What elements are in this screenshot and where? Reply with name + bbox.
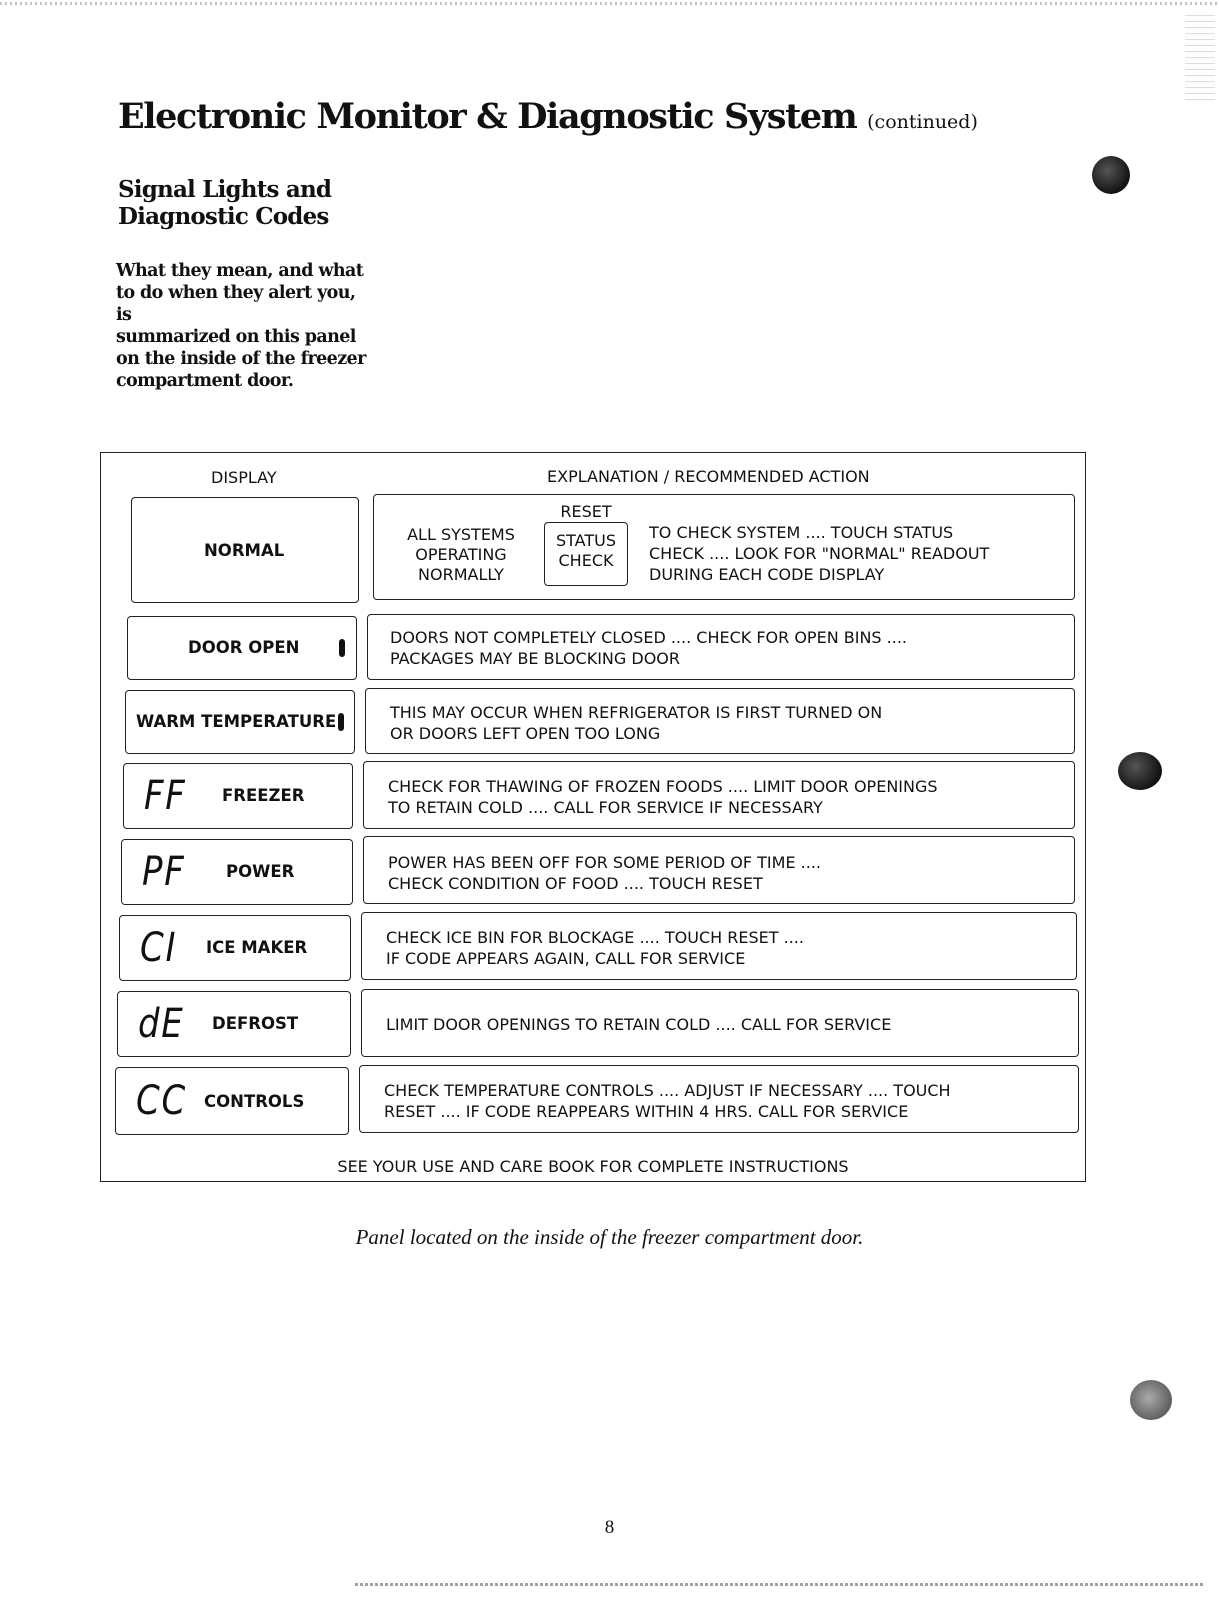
- intro-line: What they mean, and what: [116, 261, 364, 281]
- display-label: FREEZER: [222, 786, 305, 805]
- diagnostic-code: CI: [140, 925, 178, 971]
- diagnostic-code: PF: [142, 849, 186, 895]
- explanation-line: TO CHECK SYSTEM .... TOUCH STATUS: [649, 523, 954, 542]
- section-heading-line: Signal Lights and: [118, 176, 332, 203]
- diagnostic-code: CC: [136, 1078, 187, 1124]
- panel-footer: SEE YOUR USE AND CARE BOOK FOR COMPLETE INSTRUCTIONS: [337, 1157, 849, 1176]
- explanation-line: RESET .... IF CODE REAPPEARS WITHIN 4 HRS. CALL FOR SERVICE: [384, 1102, 909, 1121]
- explanation-ice-maker: [361, 912, 1077, 980]
- status-text: [396, 525, 526, 585]
- binder-hole-icon: [1130, 1380, 1172, 1420]
- explanation-power: [363, 836, 1075, 904]
- display-label: NORMAL: [204, 541, 285, 560]
- section-heading-line: Diagnostic Codes: [118, 203, 329, 230]
- binder-hole-icon: [1118, 752, 1162, 790]
- display-label: ICE MAKER: [206, 938, 308, 957]
- explanation-line: PACKAGES MAY BE BLOCKING DOOR: [390, 649, 680, 668]
- page-title: [118, 96, 978, 137]
- scan-artifact-bottom: [355, 1583, 1205, 1586]
- explanation-line: DURING EACH CODE DISPLAY: [649, 565, 885, 584]
- title-continued: (continued): [867, 111, 978, 133]
- diagnostic-panel: [100, 452, 1086, 1182]
- explanation-line: CHECK TEMPERATURE CONTROLS .... ADJUST IF NECESSARY .... TOUCH: [384, 1081, 951, 1100]
- status-line: ALL SYSTEMS: [407, 525, 515, 544]
- explanation-warm-temperature: [365, 688, 1075, 754]
- status-line: OPERATING: [415, 545, 507, 564]
- explanation-line: CHECK ICE BIN FOR BLOCKAGE .... TOUCH RESET ....: [386, 928, 804, 947]
- display-defrost: [117, 991, 351, 1057]
- display-ice-maker: [119, 915, 351, 981]
- scan-artifact-top: [0, 2, 1219, 5]
- explanation-line: DOORS NOT COMPLETELY CLOSED .... CHECK FOR OPEN BINS ....: [390, 628, 907, 647]
- explanation-line: CHECK .... LOOK FOR "NORMAL" READOUT: [649, 544, 990, 563]
- intro-paragraph: [116, 260, 376, 392]
- intro-line: on the inside of the freezer: [116, 349, 366, 369]
- display-label: POWER: [226, 862, 295, 881]
- display-label: CONTROLS: [204, 1092, 305, 1111]
- explanation-normal: [373, 494, 1075, 600]
- binder-hole-icon: [1092, 156, 1130, 194]
- diagnostic-code: FF: [144, 773, 187, 819]
- section-heading: [118, 176, 378, 230]
- explanation-column-header: EXPLANATION / RECOMMENDED ACTION: [547, 467, 870, 486]
- display-column-header: DISPLAY: [211, 468, 277, 487]
- explanation-defrost: [361, 989, 1079, 1057]
- display-label: WARM TEMPERATURE: [136, 712, 337, 731]
- explanation-text: [388, 776, 938, 818]
- display-controls: [115, 1067, 349, 1135]
- explanation-text: [386, 1014, 891, 1035]
- display-door-open: [127, 616, 357, 680]
- explanation-line: CHECK CONDITION OF FOOD .... TOUCH RESET: [388, 874, 763, 893]
- button-line: STATUS: [555, 531, 617, 550]
- explanation-line: THIS MAY OCCUR WHEN REFRIGERATOR IS FIRST TURNED ON: [390, 703, 883, 722]
- display-power: [121, 839, 353, 905]
- page-number: 8: [604, 1517, 615, 1538]
- display-label: DEFROST: [212, 1014, 299, 1033]
- explanation-line: CHECK FOR THAWING OF FROZEN FOODS .... LIMIT DOOR OPENINGS: [388, 777, 938, 796]
- signal-light-icon: [338, 713, 344, 731]
- explanation-door-open: [367, 614, 1075, 680]
- diagnostic-code: dE: [138, 1001, 185, 1047]
- title-text: Electronic Monitor & Diagnostic System: [118, 96, 857, 137]
- explanation-text: [388, 852, 821, 894]
- intro-line: summarized on this panel: [116, 327, 356, 347]
- explanation-text: [384, 1080, 951, 1122]
- scan-artifact-right: [1185, 10, 1215, 100]
- display-freezer: [123, 763, 353, 829]
- explanation-line: OR DOORS LEFT OPEN TOO LONG: [390, 724, 661, 743]
- explanation-text: [386, 927, 804, 969]
- display-warm-temperature: [125, 690, 355, 754]
- explanation-text: [390, 627, 907, 669]
- intro-line: compartment door.: [116, 371, 294, 391]
- figure-caption: Panel located on the inside of the freezer compartment door.: [355, 1225, 864, 1249]
- status-check-button[interactable]: [544, 522, 628, 586]
- display-normal: [131, 497, 359, 603]
- explanation-line: TO RETAIN COLD .... CALL FOR SERVICE IF NECESSARY: [388, 798, 823, 817]
- signal-light-icon: [339, 639, 345, 657]
- intro-line: to do when they alert you, is: [116, 283, 356, 325]
- explanation-text: [390, 702, 882, 744]
- explanation-line: POWER HAS BEEN OFF FOR SOME PERIOD OF TIME ....: [388, 853, 821, 872]
- explanation-line: IF CODE APPEARS AGAIN, CALL FOR SERVICE: [386, 949, 746, 968]
- explanation-freezer: [363, 761, 1075, 829]
- explanation-line: LIMIT DOOR OPENINGS TO RETAIN COLD .... CALL FOR SERVICE: [386, 1015, 892, 1034]
- status-line: NORMALLY: [418, 565, 504, 584]
- explanation-text: [649, 522, 989, 585]
- button-line: CHECK: [558, 551, 614, 570]
- explanation-controls: [359, 1065, 1079, 1133]
- display-label: DOOR OPEN: [188, 638, 300, 657]
- reset-label: RESET: [560, 502, 612, 521]
